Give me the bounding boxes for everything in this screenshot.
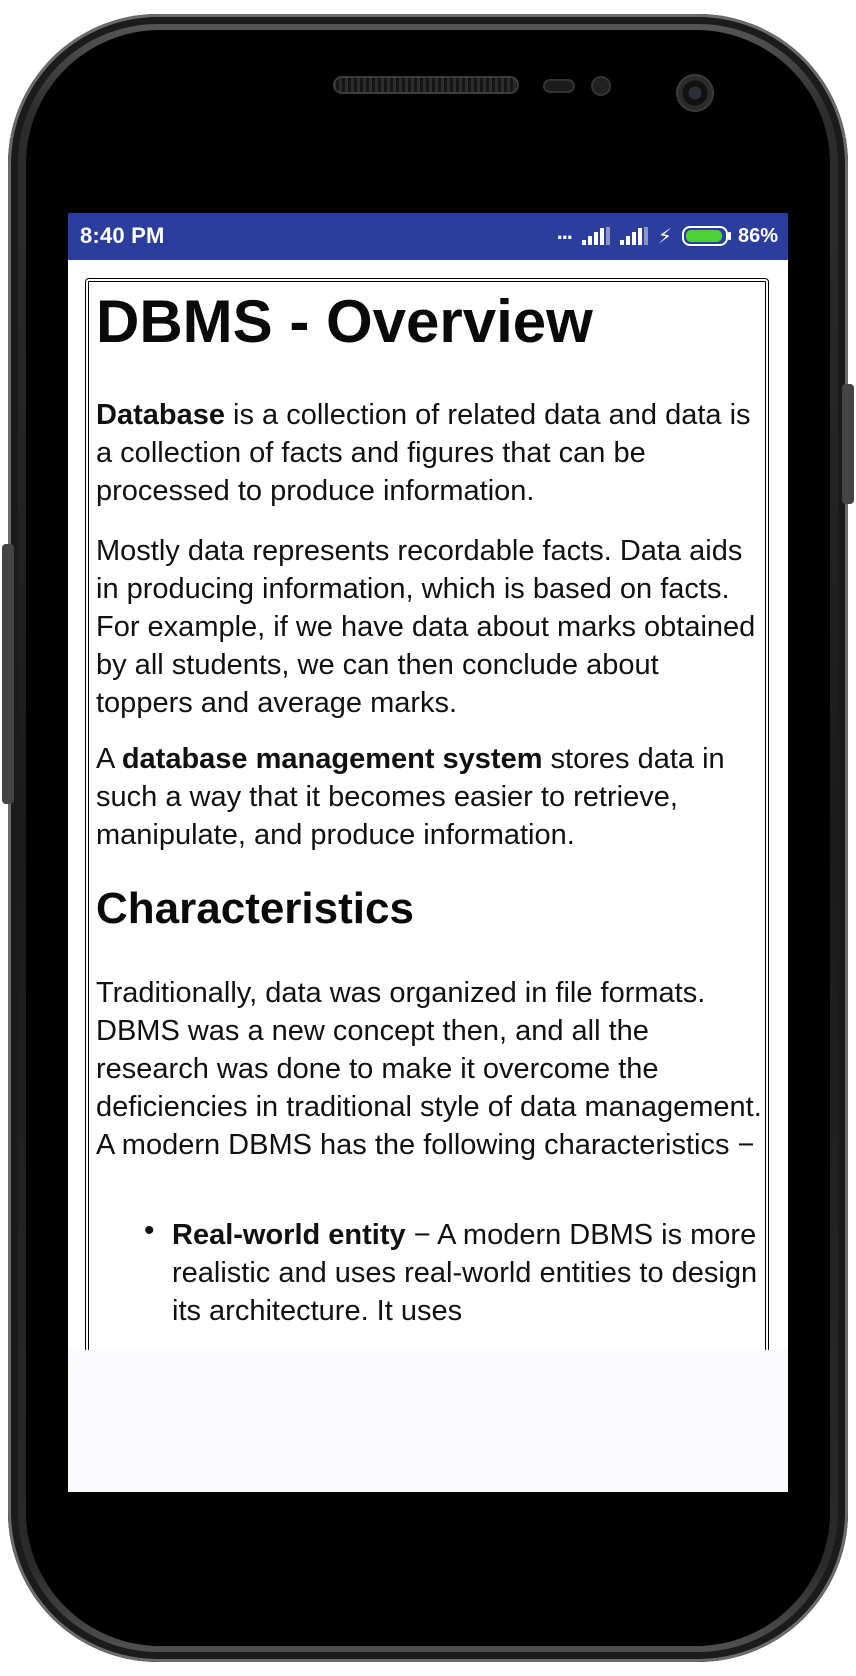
volume-button	[2, 544, 14, 804]
status-icons	[557, 221, 778, 251]
battery-icon	[682, 226, 728, 246]
paragraph-database: Database is a collection of related data and data is a collection of facts and figures that can be processed to produce information.	[96, 399, 751, 507]
battery-percent: 86%	[737, 224, 778, 247]
front-camera-icon	[676, 74, 714, 112]
status-bar	[68, 213, 788, 260]
power-button	[842, 384, 854, 504]
list-bullet: •	[144, 1214, 155, 1247]
charging-bolt-icon: ⚡	[657, 225, 672, 248]
list-item: Real-world entity − A modern DBMS is more realistic and uses real-world entities to design its architecture. It uses	[172, 1219, 758, 1327]
earpiece-speaker	[333, 76, 519, 94]
paragraph-data: Mostly data represents recordable facts. Data aids in producing information, which is based on facts. For example, if we have data about marks obtained by all students, we can then conclude about toppers and average marks.	[96, 535, 756, 719]
signal-strength-2-icon	[620, 227, 648, 245]
signal-strength-icon	[582, 227, 610, 245]
paragraph-dbms: A database management system stores data in such a way that it becomes easier to retrieve, manipulate, and produce information.	[96, 743, 725, 851]
web-content[interactable]	[68, 260, 788, 1350]
section-heading: Characteristics	[96, 884, 414, 933]
screen	[68, 213, 788, 1492]
status-time: 8:40 PM	[80, 223, 165, 248]
light-sensor	[591, 76, 611, 96]
term-dbms: database management system	[121, 743, 543, 775]
page-title: DBMS - Overview	[96, 288, 593, 355]
proximity-sensor	[543, 79, 575, 93]
notification-dots-icon: ...	[556, 219, 572, 244]
term-real-world-entity: Real-world entity	[172, 1219, 406, 1251]
term-database: Database	[96, 399, 225, 431]
paragraph-characteristics: Traditionally, data was organized in file formats. DBMS was a new concept then, and all the research was done to make it overcome the deficiencies in traditional style of data management. A modern DBMS has the following characteristics −	[96, 977, 762, 1161]
